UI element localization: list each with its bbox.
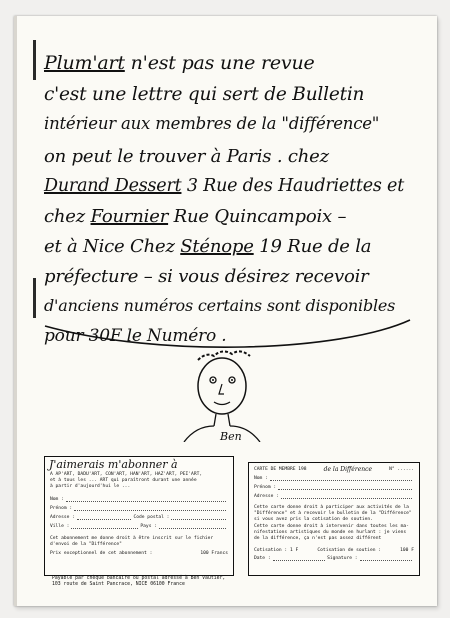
member-name-field[interactable]	[270, 474, 412, 481]
letter-text: Rue Quincampoix –	[168, 206, 347, 227]
signature: Ben	[220, 430, 242, 443]
support-value: 100 F	[400, 548, 414, 554]
field-label: Ville :	[50, 523, 70, 529]
card-text-line: de la différence, ça n'est pas assez différent	[254, 536, 382, 542]
fee-label: Cotisation : 1 F	[254, 548, 299, 554]
letter-text: et à Nice Chez	[44, 236, 181, 257]
intro-line: A AP'ART, DADU'ART, CON'ART, HAN'ART, HAZ'ART, PEI'ART,	[50, 472, 203, 477]
subscription-form	[44, 456, 234, 576]
letter-text: pour 30F le Numéro .	[44, 326, 227, 346]
underlined-word: Sténope	[180, 236, 254, 257]
letter-text: d'anciens numéros certains sont disponibles	[44, 296, 396, 315]
staple	[33, 40, 36, 80]
underlined-word: Fournier	[90, 206, 169, 227]
letter-line	[44, 236, 371, 257]
card-brand: de la Différence	[323, 466, 373, 473]
price-value: 100 Francs	[200, 551, 228, 557]
support-label: Cotisation de soutien :	[317, 548, 382, 554]
postcode-field[interactable]	[171, 513, 226, 520]
letter-text: intérieur aux membres de la "différence"	[44, 114, 380, 133]
intro-line: à partir d'aujourd'hui le ...	[50, 484, 131, 490]
card-text-line: Cette carte donne droit à intervenir dans toutes les ma-	[254, 523, 409, 529]
card-text-line: si vous avez pris la cotisation de soutien.	[254, 517, 373, 523]
subscription-heading: J'aimerais m'abonner à	[49, 458, 178, 471]
firstname-field[interactable]	[74, 504, 226, 511]
field-label: Pays :	[140, 523, 157, 529]
card-text-line: nifestations artistiques du monde en hurlant : je viens	[254, 529, 407, 535]
member-firstname-field[interactable]	[278, 483, 412, 490]
intro-line: et à tous les ... ART qui paraîtront durant une année	[50, 478, 197, 484]
underlined-word: Durand Dessert	[44, 176, 182, 196]
letter-line	[44, 146, 329, 167]
price-label: Prix exceptionnel de cet abonnement :	[50, 551, 153, 557]
letter-line	[44, 114, 379, 133]
letter-line	[44, 176, 404, 196]
signature-label: Signature :	[327, 556, 358, 562]
city-field[interactable]	[71, 522, 138, 529]
letter-line	[44, 296, 395, 315]
payment-footer	[52, 576, 225, 588]
address-field[interactable]	[77, 513, 132, 520]
letter-text: c'est une lettre qui sert de Bulletin	[44, 84, 365, 105]
member-address-field[interactable]	[281, 492, 412, 499]
date-label: Date :	[254, 556, 271, 562]
letter-line	[44, 266, 369, 287]
signature-field[interactable]	[360, 555, 412, 561]
field-label: Adresse :	[50, 514, 75, 520]
note-line: d'envoi de la "Différence"	[50, 541, 122, 547]
date-field[interactable]	[273, 555, 325, 561]
letter-line	[44, 52, 315, 74]
name-field[interactable]	[66, 495, 226, 502]
letter-text: préfecture – si vous désirez recevoir	[44, 266, 369, 287]
card-text-line: "Différence" et à recevoir le bulletin de la "Différence"	[254, 511, 412, 517]
letter-text: chez	[44, 206, 91, 227]
card-title: CARTE DE MEMBRE 198	[254, 467, 307, 472]
letter-text: n'est pas une revue	[124, 52, 315, 74]
field-label: Nom :	[50, 496, 64, 502]
member-card	[248, 462, 420, 576]
letter-text: 3 Rue des Haudriettes et	[181, 176, 405, 196]
field-label: Nom :	[254, 476, 268, 481]
letter-line	[44, 206, 346, 227]
field-label: Adresse :	[254, 494, 279, 499]
note-line: Cet abonnement me donne droit à être inscrit sur le fichier	[50, 535, 214, 541]
card-number: N° ......	[389, 467, 414, 472]
country-field[interactable]	[159, 522, 226, 529]
field-label: Prénom :	[254, 485, 277, 490]
staple	[33, 278, 36, 318]
footer-line: 103 route de Saint Pancrace, NICE 06100 France	[52, 582, 185, 587]
face-drawing-icon	[180, 342, 270, 442]
letter-text: on peut le trouver à Paris . chez	[44, 146, 329, 167]
footer-line: Payable par chèque bancaire ou postal adressé à Ben Vautier,	[52, 576, 226, 581]
card-text-line: Cette carte donne droit à participer aux activités de la	[254, 505, 409, 510]
underlined-word: Plum'art	[44, 52, 125, 74]
field-label: Code postal :	[133, 514, 170, 520]
letter-text: 19 Rue de la	[253, 236, 372, 257]
field-label: Prénom :	[50, 505, 73, 511]
letter-line	[44, 84, 364, 105]
